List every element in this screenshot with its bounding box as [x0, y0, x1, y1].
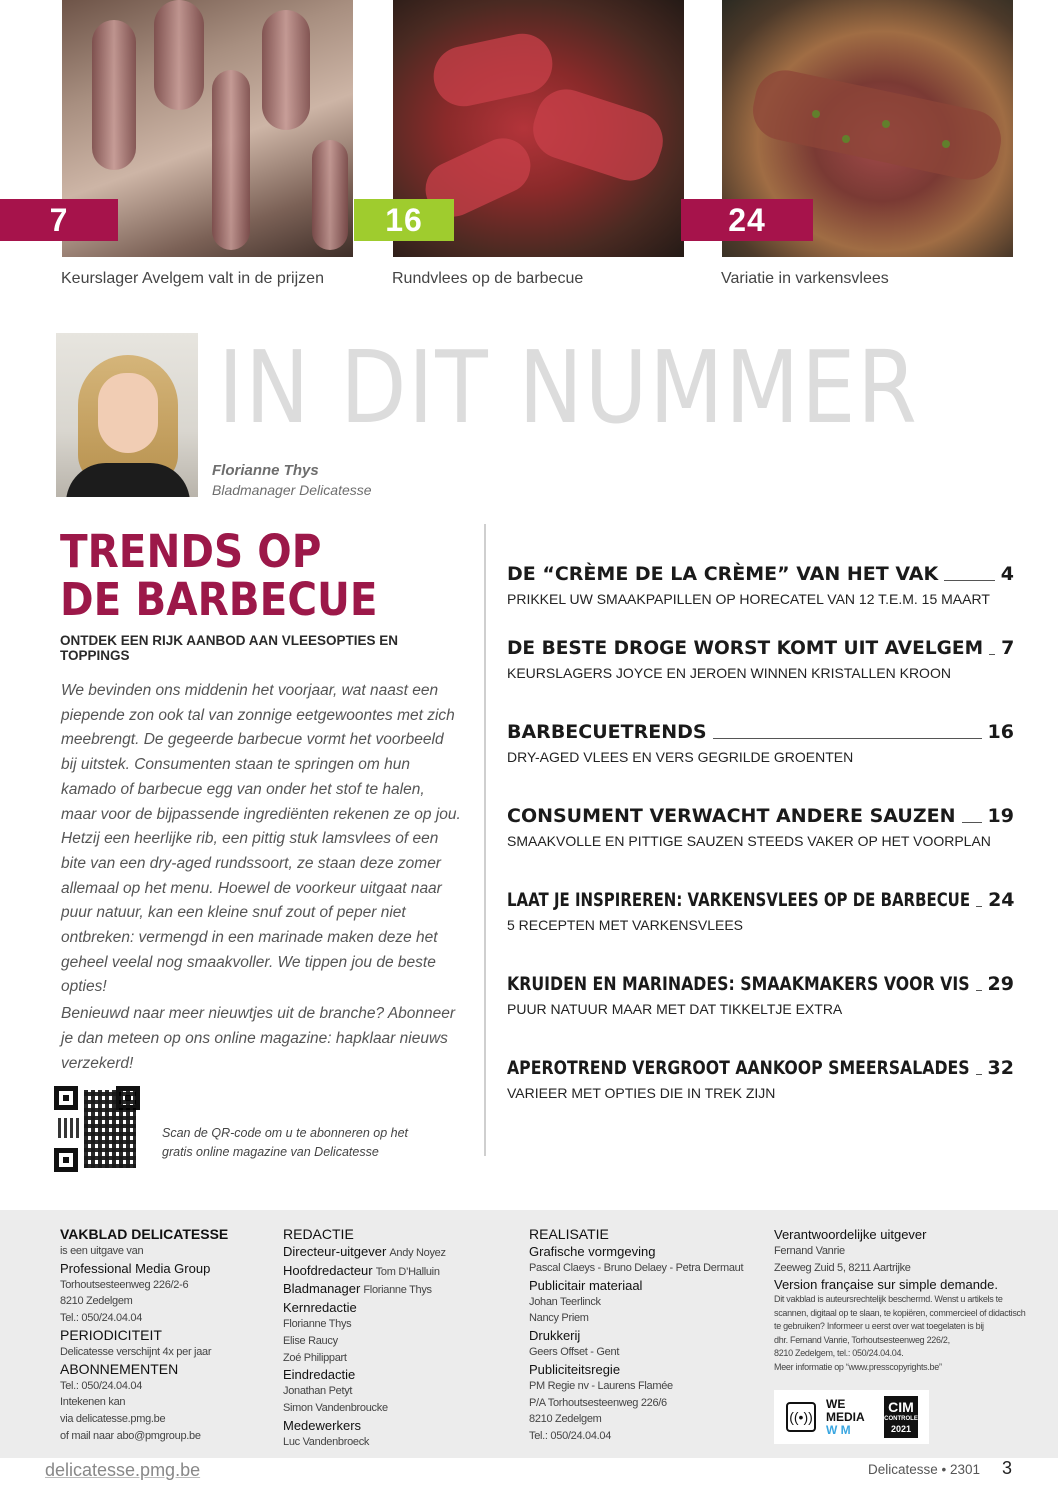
colophon-label: Medewerkers: [283, 1417, 362, 1433]
sausage-shape: [262, 10, 310, 130]
toc-title: DE “CRÈME DE LA CRÈME” VAN HET VAK: [507, 563, 939, 585]
colophon-text: PM Regie nv - Laurens Flamée: [529, 1379, 673, 1392]
footer-issue: Delicatesse • 2301: [868, 1462, 981, 1477]
author-role: Bladmanager Delicatesse: [212, 482, 372, 498]
sausage-shape: [92, 20, 136, 170]
headline-line: DE BARBECUE: [60, 573, 378, 626]
article-intro: We bevinden ons middenin het voorjaar, wat naast een piepende zon ook tal van zonnige eetgewoontes met zich meebrengt. De gegeerde barbecue vormt het voorbeeld bij uitstek. Consumenten staan te springen om hun kamado of barbecue egg van onder het stof te halen, maar voor de bijpassende ingrediënten rekenen ze op jou. Hetzij een heerlijke rib, een pittig stuk lamsvlees of een bite van een dry-aged rundssoort, ze staan deze zomer allemaal op het menu. Hoewel de voorkeur uitgaat naar puur natuur, kan een kleine snuf zout of peper niet ontbreken: vermengd in een marinade maken deze het geheel veelal nog smaakvoller. We tippen jou de beste opties!: [61, 682, 461, 996]
toc-subtitle: PUUR NATUUR MAAR MET DAT TIKKELTJE EXTRA: [507, 1001, 843, 1017]
colophon-text: Florianne Thys: [283, 1318, 352, 1331]
toc-subtitle: KEURSLAGERS JOYCE EN JEROEN WINNEN KRISTALLEN KROON: [507, 665, 951, 681]
toc-item[interactable]: [507, 889, 1014, 933]
colophon-heading: REDACTIE: [283, 1226, 354, 1242]
toc-leader: [944, 580, 995, 581]
toc-page: 4: [1000, 563, 1014, 585]
page-title: IN DIT NUMMER: [218, 329, 919, 446]
colophon-publisher: [60, 1226, 228, 1444]
colophon-text: Tel.: 050/24.04.04: [60, 1312, 143, 1325]
toc-item[interactable]: [507, 721, 1014, 765]
sausage-shape: [312, 140, 348, 250]
qr-caption: Scan de QR-code om u te abonneren op het gratis online magazine van Delicatesse: [162, 1126, 408, 1159]
colophon-heading: REALISATIE: [529, 1226, 609, 1242]
toc-leader: [976, 906, 982, 907]
feature-caption[interactable]: Keurslager Avelgem valt in de prijzen: [61, 270, 324, 287]
toc-item[interactable]: [507, 805, 1014, 849]
herb-shape: [942, 140, 950, 148]
colophon-text: Tel.: 050/24.04.04: [60, 1379, 143, 1392]
colophon-label: Hoofdredacteur: [283, 1262, 373, 1278]
author-name: Florianne Thys: [212, 462, 319, 479]
toc-item[interactable]: [507, 563, 1014, 607]
colophon-production: [529, 1226, 743, 1445]
colophon-text: Zeeweg Zuid 5, 8211 Aartrijke: [774, 1261, 911, 1274]
logo-text: W M: [826, 1423, 851, 1437]
toc-subtitle: PRIKKEL UW SMAAKPAPILLEN OP HORECATEL VAN 12 T.E.M. 15 MAART: [507, 591, 990, 607]
colophon-text: Luc Vandenbroeck: [283, 1435, 370, 1448]
logo-text: MEDIA: [826, 1410, 865, 1424]
toc-page: 16: [987, 721, 1014, 743]
colophon-text: Geers Offset - Gent: [529, 1346, 620, 1359]
colophon-text: Pascal Claeys - Bruno Delaey - Petra Dermaut: [529, 1262, 744, 1274]
colophon-text: Johan Teerlinck: [529, 1295, 601, 1308]
toc-title: BARBECUETRENDS: [507, 721, 707, 743]
colophon-text: Delicatesse verschijnt 4x per jaar: [60, 1345, 212, 1358]
cim-logo: [884, 1396, 918, 1438]
toc-leader: [989, 654, 995, 655]
toc-title: CONSUMENT VERWACHT ANDERE SAUZEN: [507, 805, 956, 827]
page-number: 3: [1002, 1458, 1013, 1478]
feature-page-badge: 16: [354, 199, 454, 241]
feature-page-badge: 7: [0, 199, 118, 241]
toc-leader: [713, 738, 982, 739]
colophon-text: Tel.: 050/24.04.04: [529, 1429, 612, 1442]
legal-text: Dit vakblad is auteursrechtelijk beschermd. Wenst u artikels te: [774, 1294, 1003, 1305]
footer-url-link[interactable]: delicatesse.pmg.be: [45, 1460, 201, 1480]
portrait-face: [98, 373, 158, 453]
colophon-text: Torhoutsesteenweg 226/2-6: [60, 1278, 189, 1291]
logo-text: WE: [826, 1397, 846, 1411]
herb-shape: [882, 120, 890, 128]
colophon-text: 8210 Zedelgem: [529, 1413, 602, 1426]
logo-text: CIM: [888, 1399, 914, 1415]
toc-subtitle: DRY-AGED VLEES EN VERS GEGRILDE GROENTEN: [507, 749, 854, 765]
colophon-text: Jonathan Petyt: [283, 1385, 353, 1398]
colophon-text: via delicatesse.pmg.be: [60, 1412, 166, 1425]
feature-page-badge: 24: [681, 199, 813, 241]
colophon-editorial: [283, 1226, 446, 1450]
colophon-text: Andy Noyez: [389, 1247, 446, 1259]
colophon-text: Intekenen kan: [60, 1396, 126, 1409]
headline-line: TRENDS OP: [60, 525, 322, 578]
sausage-shape: [212, 70, 250, 250]
qr-finder: [54, 1148, 78, 1172]
toc-title: LAAT JE INSPIREREN: VARKENSVLEES OP DE BARBECUE: [507, 889, 971, 911]
colophon-label: Publiciteitsregie: [529, 1361, 621, 1377]
toc-item[interactable]: [507, 973, 1014, 1017]
qr-modules: [58, 1118, 82, 1138]
colophon-heading: PERIODICITEIT: [60, 1326, 162, 1343]
toc-leader: [976, 1074, 982, 1075]
colophon-text: of mail naar abo@pmgroup.be: [60, 1429, 201, 1442]
we-media-logo: [826, 1398, 876, 1437]
colophon-text: 8210 Zedelgem: [60, 1295, 133, 1308]
article-headline: [60, 525, 378, 626]
colophon-text: P/A Torhoutsesteenweg 226/6: [529, 1396, 667, 1409]
legal-text: te gebruiken? Informeer u eerst over wat toegelaten is bij: [774, 1321, 984, 1332]
column-divider: [484, 524, 486, 1156]
colophon-heading: ABONNEMENTEN: [60, 1360, 179, 1377]
sausage-shape: [154, 0, 204, 110]
legal-text: 8210 Zedelgem, tel.: 050/24.04.04.: [774, 1348, 904, 1359]
toc-page: 24: [988, 889, 1015, 911]
colophon-heading: Verantwoordelijke uitgever: [774, 1227, 927, 1242]
colophon-label: Bladmanager: [283, 1281, 361, 1297]
colophon-label: Drukkerij: [529, 1328, 581, 1344]
colophon-label: Eindredactie: [283, 1367, 356, 1383]
toc-page: 19: [987, 805, 1014, 827]
subscribe-text: Benieuwd naar meer nieuwtjes uit de branche? Abonneer je dan meteen op ons online magazine: hapklaar nieuws verzekerd!: [61, 1005, 456, 1072]
colophon-heading: VAKBLAD DELICATESSE: [60, 1226, 229, 1242]
colophon-text: Fernand Vanrie: [774, 1245, 845, 1257]
toc-title: KRUIDEN EN MARINADES: SMAAKMAKERS VOOR VIS: [507, 973, 970, 995]
colophon-label: Publicitair materiaal: [529, 1277, 643, 1293]
colophon-label: Kernredactie: [283, 1300, 357, 1316]
legal-text: scannen, digitaal op te slaan, te kopiëren, commercieel of didactisch: [774, 1307, 1026, 1318]
toc-title: APEROTREND VERGROOT AANKOOP SMEERSALADES: [507, 1057, 970, 1079]
toc-leader: [962, 822, 982, 823]
qr-finder: [54, 1086, 78, 1110]
legal-text: dhr. Fernand Vanrie, Torhoutsesteenweg 226/2,: [774, 1334, 950, 1345]
toc-page: 29: [987, 973, 1014, 995]
colophon-text: Tom D’Halluin: [375, 1265, 440, 1278]
colophon-label: Grafische vormgeving: [529, 1244, 656, 1259]
qr-code[interactable]: [54, 1086, 140, 1172]
certification-logos: [774, 1390, 929, 1444]
herb-shape: [812, 110, 820, 118]
sound-icon: ((•)): [786, 1402, 816, 1432]
toc-leader: [976, 990, 982, 991]
toc-subtitle: VARIEER MET OPTIES DIE IN TREK ZIJN: [507, 1085, 776, 1101]
legal-text: Meer informatie op “www.presscopyrights.be”: [774, 1361, 942, 1372]
toc-subtitle: 5 RECEPTEN MET VARKENSVLEES: [507, 917, 743, 933]
colophon-text: Florianne Thys: [363, 1284, 432, 1297]
colophon-text: Elise Raucy: [283, 1334, 338, 1347]
colophon-label: Version française sur simple demande.: [774, 1277, 999, 1293]
colophon-legal: [774, 1226, 1025, 1374]
colophon-label: Professional Media Group: [60, 1260, 211, 1276]
logo-text: CONTROLE: [884, 1416, 918, 1422]
toc-page: 32: [987, 1057, 1014, 1079]
herb-shape: [842, 135, 850, 143]
colophon-text: Simon Vandenbroucke: [283, 1401, 388, 1414]
logo-text: 2021: [890, 1424, 912, 1434]
toc-item[interactable]: [507, 637, 1014, 681]
toc-item[interactable]: [507, 1057, 1014, 1101]
toc-title: DE BESTE DROGE WORST KOMT UIT AVELGEM: [507, 637, 984, 659]
qr-modules: [84, 1090, 136, 1168]
colophon-label: Directeur-uitgever: [283, 1244, 387, 1259]
colophon-text: Zoé Philippart: [283, 1351, 347, 1364]
feature-caption[interactable]: Variatie in varkensvlees: [721, 270, 889, 287]
author-portrait: [56, 333, 198, 497]
toc-subtitle: SMAAKVOLLE EN PITTIGE SAUZEN STEEDS VAKER OP HET VOORPLAN: [507, 833, 991, 849]
colophon-text: is een uitgave van: [60, 1245, 144, 1257]
colophon-text: Nancy Priem: [529, 1312, 589, 1325]
toc-page: 7: [1001, 637, 1015, 659]
feature-caption[interactable]: Rundvlees op de barbecue: [392, 270, 584, 287]
article-subhead: ONTDEK EEN RIJK AANBOD AAN VLEESOPTIES EN TOPPINGS: [60, 633, 399, 663]
